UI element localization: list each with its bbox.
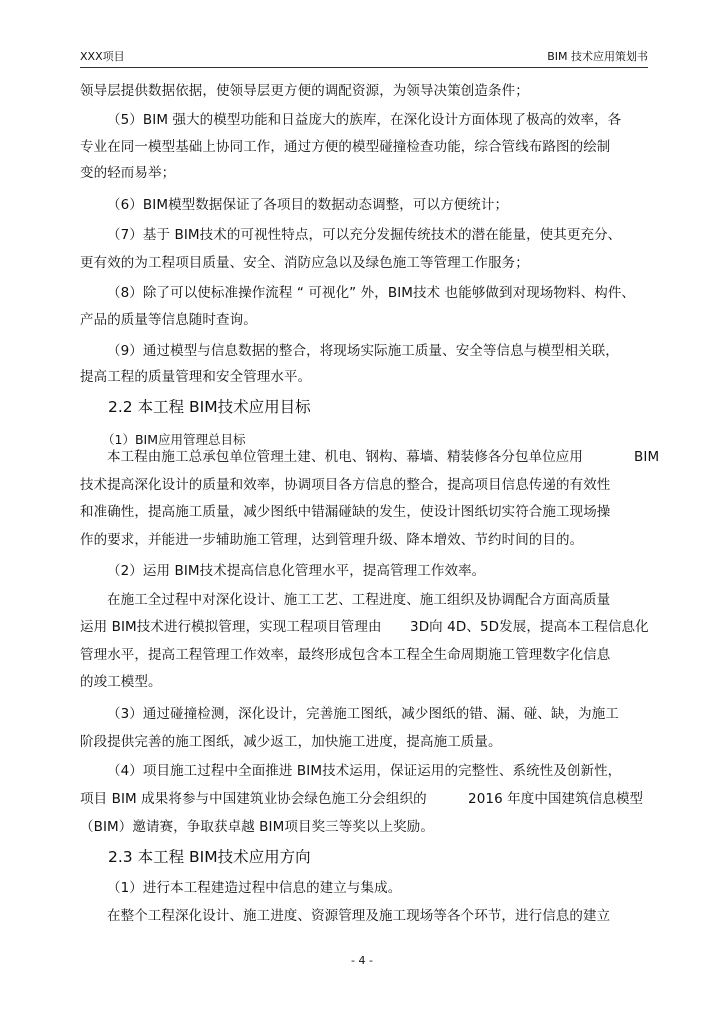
text-line: （8）除了可以使标准操作流程 “ 可视化” 外，BIM技术 也能够做到对现场物料、构件、 (107, 285, 636, 301)
text-line: 领导层提供数据依据，使领导层更方便的调配资源，为领导决策创造条件； (80, 83, 529, 99)
text-line: BIM (634, 449, 660, 465)
text-line: 和准确性，提高施工质量，减少图纸中错漏碰缺的发生，使设计图纸切实符合施工现场操 (80, 504, 611, 520)
section-heading-2-3: 2.3 本工程 BIM技术应用方向 (108, 848, 311, 866)
header-document-title: BIM 技术应用策划书 (547, 50, 648, 63)
text-line: （5）BIM 强大的模型功能和日益庞大的族库，在深化设计方面体现了极高的效率，各 (107, 112, 622, 128)
header-rule (80, 67, 648, 68)
text-line: （7）基于 BIM技术的可视性特点，可以充分发掘传统技术的潜在能量，使其更充分、 (107, 227, 622, 243)
text-line: 提高工程的质量管理和安全管理水平。 (80, 369, 312, 385)
text-line: 作的要求，并能进一步辅助施工管理，达到管理升级、降本增效、节约时间的目的。 (80, 532, 584, 548)
text-line: 变的轻而易举； (80, 165, 176, 181)
text-line: 运用 BIM技术进行模拟管理，实现工程项目管理由 (80, 619, 382, 635)
text-line: 2016 年度中国建筑信息模型 (468, 791, 644, 807)
text-line: 的竣工模型。 (80, 674, 162, 690)
text-line: （3）通过碰撞检测，深化设计，完善施工图纸，减少图纸的错、漏、碰、缺，为施工 (107, 706, 619, 722)
text-line: 3D向 4D、5D发展，提高本工程信息化 (410, 619, 649, 635)
section-heading-2-2: 2.2 本工程 BIM技术应用目标 (108, 398, 311, 416)
text-line: 技术提高深化设计的质量和效率，协调项目各方信息的整合，提高项目信息传递的有效性 (80, 477, 611, 493)
text-line: 更有效的为工程项目质量、安全、消防应急以及绿色施工等管理工作服务； (80, 255, 529, 271)
text-line: （9）通过模型与信息数据的整合，将现场实际施工质量、安全等信息与模型相关联， (107, 343, 619, 359)
text-line: （1）进行本工程建造过程中信息的建立与集成。 (107, 880, 402, 896)
text-line: 产品的质量等信息随时查询。 (80, 312, 257, 328)
header-project-name: XXX项目 (80, 50, 125, 63)
text-line: 在整个工程深化设计、施工进度、资源管理及施工现场等各个环节，进行信息的建立 (107, 908, 611, 924)
text-line: 在施工全过程中对深化设计、施工工艺、工程进度、施工组织及协调配合方面高质量 (107, 592, 611, 608)
subsection-title: （1）BIM应用管理总目标 (102, 432, 246, 447)
text-line: 项目 BIM 成果将参与中国建筑业协会绿色施工分会组织的 (80, 791, 427, 807)
text-line: （6）BIM模型数据保证了各项目的数据动态调整，可以方便统计； (107, 197, 509, 213)
text-line: （4）项目施工过程中全面推进 BIM技术运用，保证运用的完整性、系统性及创新性， (107, 763, 622, 779)
text-line: （2）运用 BIM技术提高信息化管理水平，提高管理工作效率。 (107, 563, 486, 579)
text-line: 本工程由施工总承包单位管理土建、机电、钢构、幕墙、精装修各分包单位应用 (107, 449, 583, 465)
page-number: - 4 - (351, 954, 373, 967)
text-line: 阶段提供完善的施工图纸，减少返工，加快施工进度，提高施工质量。 (80, 734, 502, 750)
text-line: （BIM）邀请赛，争取获卓越 BIM项目奖三等奖以上奖励。 (80, 819, 434, 835)
text-line: 管理水平，提高工程管理工作效率，最终形成包含本工程全生命周期施工管理数字化信息 (80, 647, 611, 663)
text-line: 专业在同一模型基础上协同工作，通过方便的模型碰撞检查功能，综合管线布路图的绘制 (80, 139, 611, 155)
